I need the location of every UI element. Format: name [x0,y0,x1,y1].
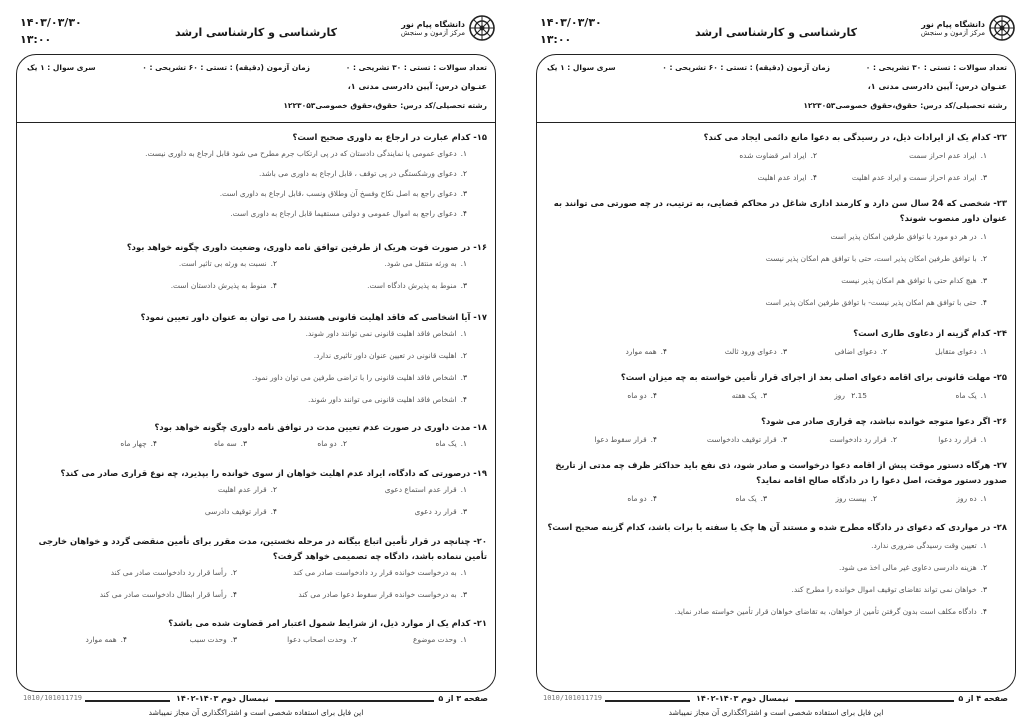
answer-option[interactable]: ۲.نسبت به ورثه بی تاثیر است. [178,259,277,268]
answer-option[interactable]: ۱.به ورثه منتقل می شود. [384,259,467,268]
question-text: مدت داوری در صورت عدم تعیین مدت در توافق نامه داوری چگونه خواهد بود؟ [154,422,471,432]
question-text: کدام یک از موارد ذیل، از شرایط شمول اعتبار امر قضاوت شده می باشد؟ [168,618,471,628]
question [545,130,1007,188]
exam-level-title: کارشناسی و کارشناسی ارشد [694,26,858,39]
answer-option[interactable]: ۲.رأسا قرار رد دادخواست صادر می کند [110,568,237,577]
answer-option[interactable]: ۳.منوط به پذیرش دادگاه است. [367,281,467,290]
answer-option[interactable]: ۱.دعوای عمومی یا نمایندگی دادستان که در پی ارتکاب جرم مطرح می شود قابل ارجاع به داوری نیست. [145,149,467,158]
question-text: اگر دعوا متوجه خوانده نباشد، چه قراری صادر می شود؟ [761,416,991,426]
exam-duration: زمان آزمون (دقیقه) : تستی : ۶۰ تشریحی : ۰ [142,63,310,72]
answer-option[interactable]: ۱.تعیین وقت رسیدگی ضروری ندارد. [871,541,987,550]
answer-option[interactable]: ۳.ایراد عدم احراز سمت و ایراد عدم اهلیت [851,173,987,182]
semester-label: نیمسال دوم ۱۴۰۳-۱۴۰۲ [170,694,275,703]
answer-option[interactable]: ۱.به درخواست خوانده قرار رد دادخواست صادر می کند [293,568,467,577]
copyright-note: این فایل برای استفاده شخصی است و اشتراکگذاری آن مجاز نمیباشد [148,708,364,717]
answer-option[interactable]: ۴.ایراد عدم اهلیت [757,173,817,182]
question [545,520,1007,622]
page-header [534,14,1018,50]
question-number: ۲۵- [993,372,1007,382]
question-text: هرگاه دستور موقت پیش از اقامه دعوا درخواست و صادر شود، ذی نفع باید حداکثر ظرف چه مدتی از تاریخ صدور دستور موقت، اصل دعوا را در دادگاه صالح اقامه نماید؟ [555,460,1007,485]
question [25,130,487,228]
exam-level-title: کارشناسی و کارشناسی ارشد [174,26,338,39]
answer-option[interactable]: ۳.قرار رد دعوی [414,507,467,516]
page-number: صفحه ۴ از ۵ [954,694,1012,703]
answer-option[interactable]: ۴.همه موارد [625,347,667,356]
answer-option[interactable]: ۳.اشخاص فاقد اهلیت قانونی را با تراضی طرفین می توان داور نمود. [252,373,467,382]
answer-option[interactable]: ۴.رأسا قرار ابطال دادخواست صادر می کند [99,590,237,599]
answer-option[interactable]: ۱.وحدت موضوع [413,635,467,644]
semester-label: نیمسال دوم ۱۴۰۳-۱۴۰۲ [690,694,795,703]
answer-option[interactable]: ۴.قرار توقیف دادرسی [204,507,277,516]
exam-time: ۱۳:۰۰ [540,33,572,46]
exam-content-box [16,54,496,692]
university-logo [921,14,1016,42]
question-text: آیا اشخاصی که فاقد اهلیت قانونی هستند را می توان به عنوان داور تعیین نمود؟ [140,312,471,322]
question-number: ۲۳- [993,198,1007,208]
answer-option[interactable]: ۲.اهلیت قانونی در تعیین عنوان داور تاثیری ندارد. [313,351,467,360]
question [25,534,487,607]
answer-option[interactable]: ۳.قرار توقیف دادخواست [706,435,787,444]
answer-option[interactable]: ۴.دو ماه [627,494,657,503]
answer-option[interactable]: ۴.حتی با توافق هم امکان پذیر نیست- با توافق طرفین امکان پذیر است [765,298,987,307]
question [545,196,1007,313]
question-series: سری سوال : ۱ یک [27,63,96,72]
question-text: شخصی که 24 سال سن دارد و کارمند اداری شاغل در محاکم قضایی، به ترتیب، در چه صورتی می توانند به عنوان داور منصوب شوند؟ [553,198,1007,223]
exam-content-box [536,54,1016,692]
question-text: در مواردی که دعوای در دادگاه مطرح شده و مستند آن ها چک یا سفته یا برات باشد، کدام گزینه صحیح است؟ [547,522,991,532]
exam-code: 1010/101011719 [540,694,605,702]
answer-option[interactable]: ۴.منوط به پذیرش دادستان است. [170,281,277,290]
answer-option[interactable]: ۱.یک ماه [955,391,987,400]
answer-option[interactable]: ۴.قرار سقوط دعوا [594,435,657,444]
exam-info-header [17,55,495,123]
question-number: ۱۵- [473,132,487,142]
course-title: عنـوان درس: آیین دادرسی مدنی ۱، [867,82,1007,91]
copyright-note: این فایل برای استفاده شخصی است و اشتراکگذاری آن مجاز نمیباشد [668,708,884,717]
question-number: ۲۲- [993,132,1007,142]
question-text: کدام یک از ایرادات ذیل، در رسیدگی به دعوا مانع دائمی ایجاد می کند؟ [703,132,991,142]
questions-list [25,130,487,691]
exam-date: ۱۴۰۳/۰۳/۳۰ [20,16,82,29]
answer-option[interactable]: ۳.یک هفته [731,391,767,400]
question-number: ۲۰- [473,536,487,546]
answer-option[interactable]: ۴.دادگاه مکلف است بدون گرفتن تأمین از خواهان، به تقاضای خواهان قرار تأمین خواسته صادر نماید. [674,607,987,616]
answer-option[interactable]: ۲.قرار رد دادخواست [829,435,897,444]
question [25,420,487,458]
page-footer [20,694,492,706]
page-number: صفحه ۳ از ۵ [434,694,492,703]
question-number: ۱۶- [473,242,487,252]
question-series: سری سوال : ۱ یک [547,63,616,72]
page-header [14,14,498,50]
answer-option[interactable]: ۲.ایراد امر قضاوت شده [739,151,817,160]
field-course-code: رشته تحصیلی/کد درس: حقوق،حقوق خصوصی۱۲۲۳۰۵۳ [283,101,487,110]
question-number: ۲۸- [993,522,1007,532]
question [25,240,487,298]
answer-option[interactable]: ۴.اشخاص فاقد اهلیت قانونی می توانند داور شوند. [308,395,467,404]
answer-option[interactable]: ۳.به درخواست خوانده قرار سقوط دعوا صادر می کند [298,590,467,599]
exam-info-header [537,55,1015,123]
answer-option[interactable]: ۳.هیچ کدام حتی با توافق هم امکان پذیر نیست [841,276,987,285]
answer-option[interactable]: ۱.قرار رد دعوا [938,435,987,444]
exam-code: 1010/101011719 [20,694,85,702]
logo-university-name: دانشگاه پیام نور [921,19,985,29]
question [545,414,1007,452]
answer-option[interactable]: ۴.دو ماه [627,391,657,400]
answer-option[interactable]: ۲.15 روز [834,391,867,400]
question [545,326,1007,364]
answer-option[interactable]: ۲.با توافق طرفین امکان پذیر است، حتی با توافق هم امکان پذیر نیست [765,254,987,263]
answer-option[interactable]: ۲.هزینه دادرسی دعاوی غیر مالی اخذ می شود. [839,563,987,572]
question-text: در صورت فوت هریک از طرفین توافق نامه داوری، وضعیت داوری چگونه خواهد بود؟ [126,242,471,252]
answer-option[interactable]: ۳.سه ماه [214,439,247,448]
logo-center-name: مرکز آزمون و سنجش [400,28,465,37]
answer-option[interactable]: ۱.ایراد عدم احراز سمت [909,151,987,160]
answer-option[interactable]: ۲.بیست روز [835,494,877,503]
exam-time: ۱۳:۰۰ [20,33,52,46]
answer-option[interactable]: ۲.دعوای ورشکستگی در پی توقف ، قابل ارجاع به داوری می باشد. [259,169,467,178]
university-logo [401,14,496,42]
course-title: عنـوان درس: آیین دادرسی مدنی ۱، [347,82,487,91]
question-text: چنانچه در قرار تأمین اتباع بیگانه در مرحله نخستین، مدت مقرر برای تأمین منقضی گردد و خواهان خارجی تأمین ننماده باشد، دادگاه چه تصمیمی خواهد گرفت؟ [38,536,487,561]
question [25,466,487,524]
questions-list [545,130,1007,691]
question-number: ۲۴- [993,328,1007,338]
answer-option[interactable]: ۲.دعوای اضافی [834,347,887,356]
logo-university-name: دانشگاه پیام نور [401,19,465,29]
question-count: تعداد سوالات : تستی : ۳۰ تشریحی : ۰ [345,63,487,72]
answer-option[interactable]: ۱.قرار عدم استماع دعوی [384,485,467,494]
question [25,616,487,654]
answer-option[interactable]: ۳.یک ماه [735,494,767,503]
answer-option[interactable]: ۳.دعوای راجع به اصل نکاح وفسخ آن وطلاق ونسب ،قابل ارجاع به داوری است. [219,189,467,198]
question-number: ۲۷- [993,460,1007,470]
question-number: ۲۱- [473,618,487,628]
question-text: کدام گزینه از دعاوی طاری است؟ [853,328,991,338]
page-footer [540,694,1012,706]
answer-option[interactable]: ۱.اشخاص فاقد اهلیت قانونی نمی توانند داور شوند. [305,329,467,338]
exam-date: ۱۴۰۳/۰۳/۳۰ [540,16,602,29]
exam-duration: زمان آزمون (دقیقه) : تستی : ۶۰ تشریحی : ۰ [662,63,830,72]
question [545,458,1007,511]
answer-option[interactable]: ۴.همه موارد [85,635,127,644]
question-text: درصورتی که دادگاه، ایراد عدم اهلیت خواهان از سوی خوانده را بپذیرد، چه نوع قراری صادر می کند؟ [60,468,471,478]
exam-page-4 [526,6,1026,720]
question [25,310,487,408]
question-count: تعداد سوالات : تستی : ۳۰ تشریحی : ۰ [865,63,1007,72]
logo-center-name: مرکز آزمون و سنجش [920,28,985,37]
answer-option[interactable]: ۲.دو ماه [317,439,347,448]
answer-option[interactable]: ۱.در هر دو مورد با توافق طرفین امکان پذیر است [830,232,987,241]
question [545,370,1007,408]
answer-option[interactable]: ۱.دعوای متقابل [935,347,987,356]
answer-option[interactable]: ۳.وحدت سبب [189,635,237,644]
question-number: ۱۹- [473,468,487,478]
question-text: کدام عبارت در ارجاع به داوری صحیح است؟ [292,132,471,142]
question-number: ۱۸- [473,422,487,432]
field-course-code: رشته تحصیلی/کد درس: حقوق،حقوق خصوصی۱۲۲۳۰۵۳ [803,101,1007,110]
answer-option[interactable]: ۴.چهار ماه [120,439,157,448]
question-text: مهلت قانونی برای اقامه دعوای اصلی بعد از اجرای قرار تأمین خواسته به چه میزان است؟ [620,372,991,382]
question-number: ۲۶- [993,416,1007,426]
answer-option[interactable]: ۱.یک ماه [435,439,467,448]
answer-option[interactable]: ۳.دعوای ورود ثالث [724,347,787,356]
answer-option[interactable]: ۲.قرار عدم اهلیت [217,485,277,494]
answer-option[interactable]: ۳.خواهان نمی تواند تقاضای توقیف اموال خوانده را مطرح کند. [791,585,987,594]
pnu-logo-icon [468,14,496,42]
answer-option[interactable]: ۴.دعوای راجع به اموال عمومی و دولتی مستقیما قابل ارجاع به داوری است. [230,209,467,218]
answer-option[interactable]: ۲.وحدت اصحاب دعوا [287,635,357,644]
pnu-logo-icon [988,14,1016,42]
question-number: ۱۷- [473,312,487,322]
answer-option[interactable]: ۱.ده روز [956,494,987,503]
exam-page-3 [6,6,506,720]
